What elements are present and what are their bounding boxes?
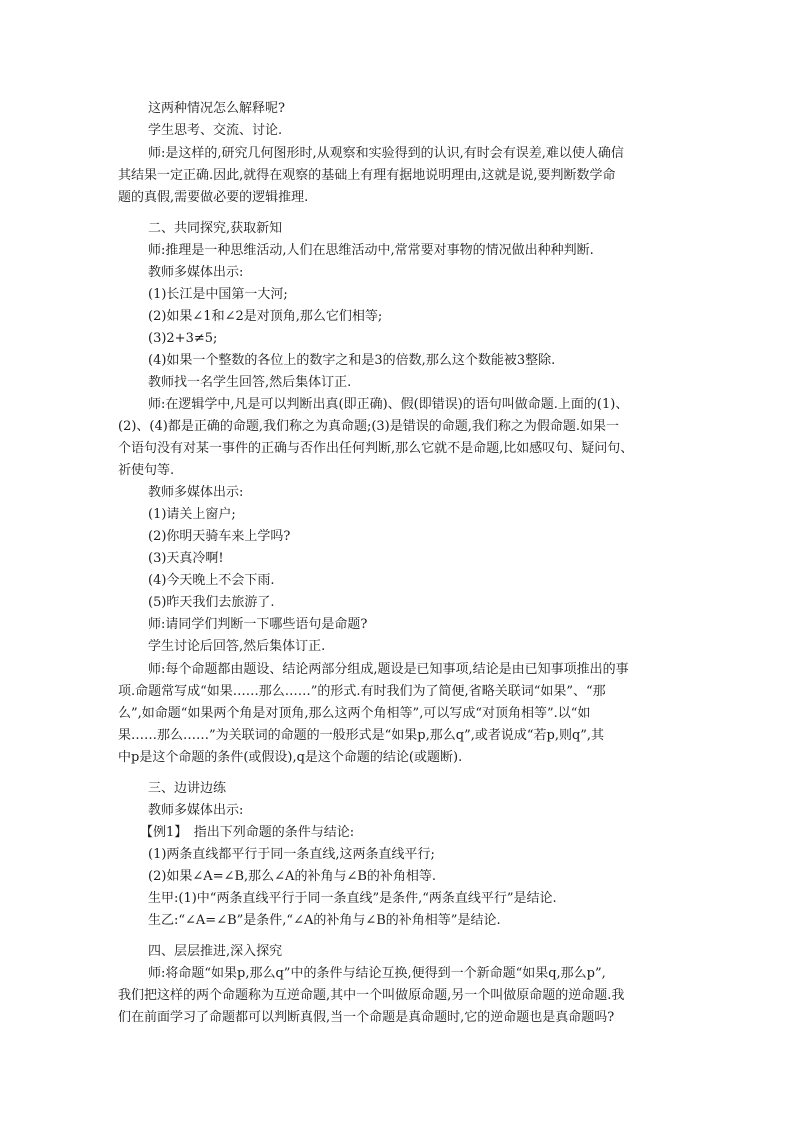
text-line: 教师多媒体出示: <box>148 803 244 818</box>
text-line: 们在前面学习了命题都可以判断真假,当一个命题是真命题时,它的逆命题也是真命题吗? <box>118 1010 615 1025</box>
section-heading: 四、层层推进,深入探究 <box>148 944 283 959</box>
section-heading: 二、共同探究,获取新知 <box>148 221 283 236</box>
list-item: (4)今天晚上不会下雨. <box>148 573 275 588</box>
example-heading: 【例1】 指出下列命题的条件与结论: <box>140 825 355 840</box>
text-line: 学生思考、交流、讨论. <box>148 123 283 138</box>
text-line: 师:将命题“如果p,那么q”中的条件与结论互换,便得到一个新命题“如果q,那么p”, <box>148 966 606 981</box>
text-line: 教师多媒体出示: <box>148 265 244 280</box>
list-item: (2)你明天骑车来上学吗? <box>148 529 291 544</box>
list-item: (2)如果∠A=∠B,那么∠A的补角与∠B的补角相等. <box>148 869 437 884</box>
text-line: 么”,如命题“如果两个角是对顶角,那么这两个角相等”,可以写成“对顶角相等”.以“如 <box>118 706 591 721</box>
text-line: 师:请同学们判断一下哪些语句是命题? <box>148 617 368 632</box>
text-line: 教师多媒体出示: <box>148 485 244 500</box>
list-item: (5)昨天我们去旅游了. <box>148 595 275 610</box>
list-item: (1)长江是中国第一大河; <box>148 287 288 302</box>
text-line: 生乙:“∠A=∠B”是条件,“∠A的补角与∠B的补角相等”是结论. <box>148 913 501 928</box>
text-line: 教师找一名学生回答,然后集体订正. <box>148 375 352 390</box>
text-line: 祈使句等. <box>118 463 175 478</box>
text-line: 果……那么……”为关联词的命题的一般形式是“如果p,那么q”,或者说成“若p,则q”,其 <box>118 728 605 743</box>
text-line: 中p是这个命题的条件(或假设),q是这个命题的结论(或题断). <box>118 750 463 765</box>
text-line: (2)、(4)都是正确的命题,我们称之为真命题;(3)是错误的命题,我们称之为假命题.如果一 <box>118 419 620 434</box>
text-line: 个语句没有对某一事件的正确与否作出任何判断,那么它就不是命题,比如感叹句、疑问句、 <box>118 441 634 456</box>
text-line: 生甲:(1)中“两条直线平行于同一条直线”是条件,“两条直线平行”是结论. <box>148 891 557 906</box>
text-line: 其结果一定正确.因此,就得在观察的基础上有理有据地说明理由,这就是说,要判断数学命 <box>118 168 616 183</box>
text-line: 题的真假,需要做必要的逻辑推理. <box>118 190 309 205</box>
list-item: (1)两条直线都平行于同一条直线,这两条直线平行; <box>148 847 435 862</box>
text-line: 我们把这样的两个命题称为互逆命题,其中一个叫做原命题,另一个叫做原命题的逆命题.我 <box>118 988 625 1003</box>
list-item: (3)2+3≠5; <box>148 331 218 346</box>
text-line: 师:是这样的,研究几何图形时,从观察和实验得到的认识,有时会有误差,难以使人确信 <box>148 146 624 161</box>
text-line: 师:在逻辑学中,凡是可以判断出真(即正确)、假(即错误)的语句叫做命题.上面的(1)、 <box>148 397 629 412</box>
text-line: 师:每个命题都由题设、结论两部分组成,题设是已知事项,结论是由已知事项推出的事 <box>148 662 629 677</box>
text-line: 学生讨论后回答,然后集体订正. <box>148 639 326 654</box>
list-item: (3)天真冷啊! <box>148 551 224 566</box>
list-item: (1)请关上窗户; <box>148 507 236 522</box>
text-line: 这两种情况怎么解释呢? <box>148 101 285 116</box>
text-line: 师:推理是一种思维活动,人们在思维活动中,常常要对事物的情况做出种种判断. <box>148 243 594 258</box>
list-item: (2)如果∠1和∠2是对顶角,那么它们相等; <box>148 309 383 324</box>
text-line: 项.命题常写成“如果……那么……”的形式.有时我们为了简便,省略关联词“如果”、“那 <box>118 684 606 699</box>
list-item: (4)如果一个整数的各位上的数字之和是3的倍数,那么这个数能被3整除. <box>148 353 556 368</box>
section-heading: 三、边讲边练 <box>148 781 227 796</box>
